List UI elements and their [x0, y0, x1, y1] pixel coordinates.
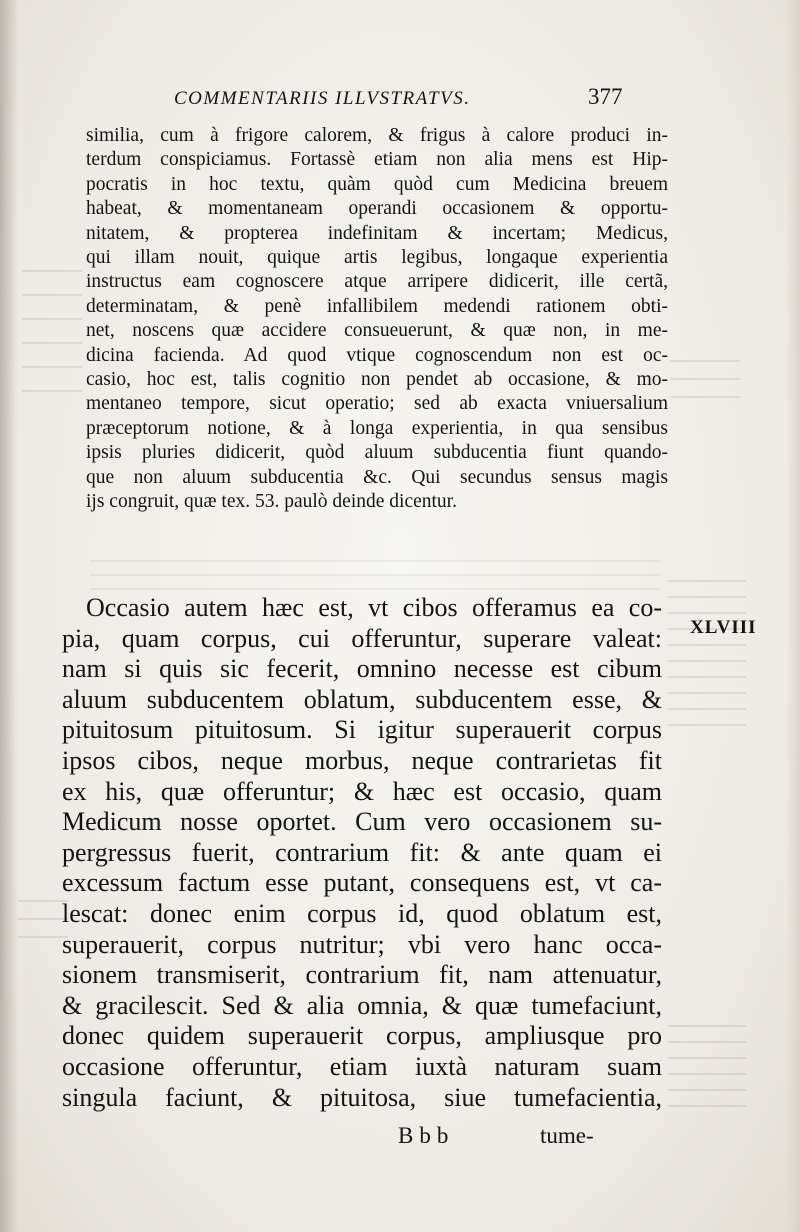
text-line: ipsis pluries didicerit, quòd aluum subducentia fiunt quando- [86, 442, 668, 464]
text-line: Medicum nosse oportet. Cum vero occasionem su- [62, 807, 662, 837]
text-line: pituitosum pituitosum. Si igitur superauerit corpus [62, 715, 662, 745]
text-line: determinatam, & penè infallibilem medendi rationem obti- [86, 295, 668, 317]
text-line: instructus eam cognoscere atque arripere didicerit, ille certã, [86, 271, 668, 293]
text-line: singula faciunt, & pituitosa, siue tumefacientia, [62, 1082, 662, 1112]
show-through-left-top [22, 270, 82, 410]
text-line: aluum subducentem oblatum, subducentem esse, & [62, 684, 662, 714]
text-line: nitatem, & propterea indefinitam & incertam; Medicus, [86, 222, 668, 244]
text-line: occasione offeruntur, etiam iuxtà naturam suam [62, 1051, 662, 1081]
page-footer [398, 1123, 638, 1153]
text-line: superauerit, corpus nutritur; vbi vero hanc occa- [62, 929, 662, 959]
text-line: Occasio autem hæc est, vt cibos offeramus ea co- [86, 593, 662, 622]
text-line: nam si quis sic fecerit, omnino necesse est cibum [62, 654, 662, 684]
text-line: ipsos cibos, neque morbus, neque contrarietas fit [62, 745, 662, 775]
text-line: pergressus fuerit, contrarium fit: & ante quam ei [62, 837, 662, 867]
show-through-right-lower [668, 1025, 746, 1115]
text-line: sionem transmiserit, contrarium fit, nam attenuatur, [62, 960, 662, 990]
signature-mark: Bbb [398, 1123, 455, 1148]
running-head: COMMENTARIIS ILLVSTRATVS. [174, 88, 471, 109]
page-edge-shadow [786, 0, 800, 1232]
text-line: terdum conspiciamus. Fortassè etiam non alia mens est Hip- [86, 149, 668, 171]
text-line: ijs congruit, quæ tex. 53. paulò deinde dicentur. [86, 491, 457, 513]
section-number: XLVIII [690, 617, 757, 638]
text-line: qui illam nouit, quique artis legibus, longaque experientia [86, 247, 668, 269]
show-through-right-mid [670, 360, 740, 400]
text-line: habeat, & momentaneam operandi occasionem & opportu- [86, 198, 668, 220]
text-line: similia, cum à frigore calorem, & frigus à calore produci in- [86, 125, 668, 146]
text-line: pia, quam corpus, cui offeruntur, superare valeat: [62, 623, 662, 653]
show-through-right-upper [668, 580, 746, 730]
text-line: ex his, quæ offeruntur; & hæc est occasio, quam [62, 776, 662, 806]
show-through-center [90, 560, 660, 590]
text-line: pocratis in hoc textu, quàm quòd cum Medicina breuem [86, 173, 668, 195]
aphorism-text-paragraph [62, 593, 662, 1113]
show-through-left-bottom [18, 900, 68, 940]
text-line: donec quidem superauerit corpus, ampliusque pro [62, 1021, 662, 1051]
text-line: dicina facienda. Ad quod vtique cognoscendum non est oc- [86, 344, 668, 366]
text-line: que non aluum subducentia &c. Qui secundus sensus magis [86, 466, 668, 488]
commentary-paragraph [86, 124, 668, 515]
catchword: tume- [540, 1123, 594, 1148]
text-line: lescat: donec enim corpus id, quod oblatum est, [62, 898, 662, 928]
text-line: casio, hoc est, talis cognitio non pendet ab occasione, & mo- [86, 369, 668, 391]
text-line: excessum factum esse putant, consequens est, vt ca- [62, 868, 662, 898]
text-line: præceptorum notione, & à longa experientia, in qua sensibus [86, 417, 668, 439]
text-line: mentaneo tempore, sicut operatio; sed ab exacta vniuersalium [86, 393, 668, 415]
page-number: 377 [588, 84, 623, 109]
page-gutter-shadow [0, 0, 18, 1232]
text-line: & gracilescit. Sed & alia omnia, & quæ tumefaciunt, [62, 990, 662, 1020]
page-header [112, 84, 652, 118]
text-line: net, noscens quæ accidere consueuerunt, & quæ non, in me- [86, 320, 668, 342]
